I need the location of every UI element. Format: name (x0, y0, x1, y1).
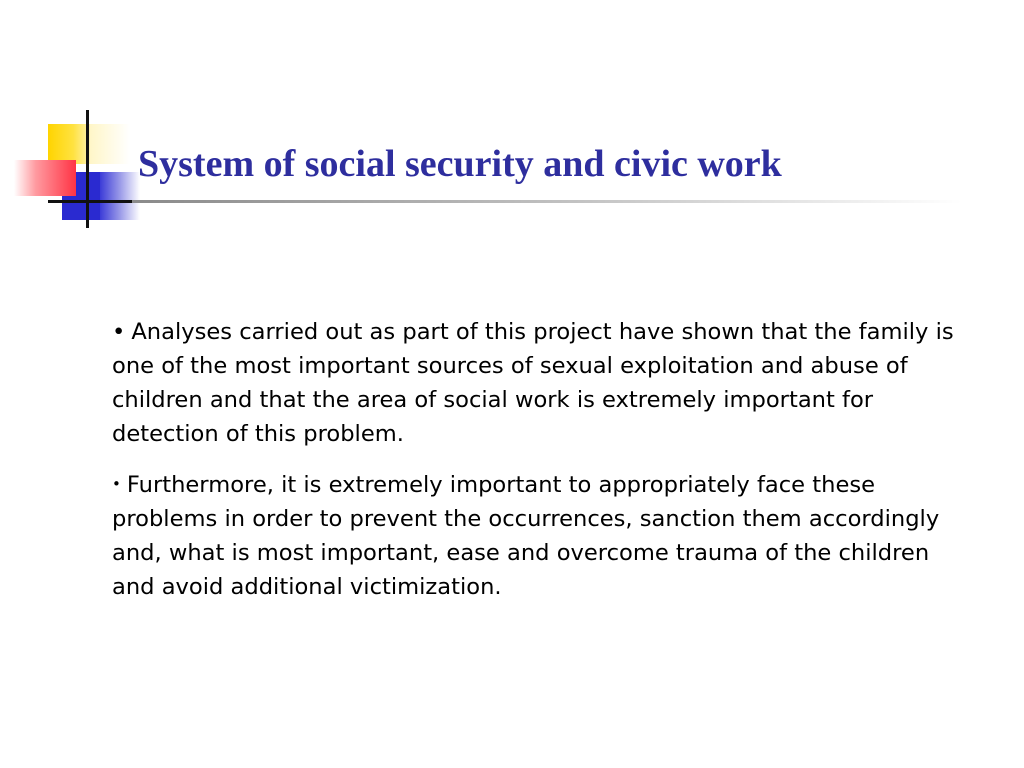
bullet-marker: • (112, 475, 121, 493)
bullet-marker: • (112, 319, 126, 345)
logo-horizontal-line (48, 200, 136, 203)
bullet-item (112, 315, 962, 451)
logo-vertical-line (86, 110, 89, 228)
slide-body (112, 315, 962, 620)
bullet-text: Analyses carried out as part of this project have shown that the family is one of the most important sources of sexual exploitation and abuse of children and that the area of social work is extremely important for detection of this problem. (112, 319, 954, 447)
logo-yellow-square (48, 124, 90, 164)
bullet-item (112, 467, 962, 604)
title-underline (132, 200, 962, 203)
slide-title: System of social security and civic work (138, 143, 782, 185)
logo-red-square (14, 160, 76, 196)
logo-yellow-fade-square (90, 124, 130, 164)
bullet-text: Furthermore, it is extremely important to appropriately face these problems in order to prevent the occurrences, sanction them accordingly and, what is most important, ease and overcome trauma of the children and avoid additional victimization. (112, 472, 940, 600)
logo-blue-fade-square (100, 172, 140, 220)
